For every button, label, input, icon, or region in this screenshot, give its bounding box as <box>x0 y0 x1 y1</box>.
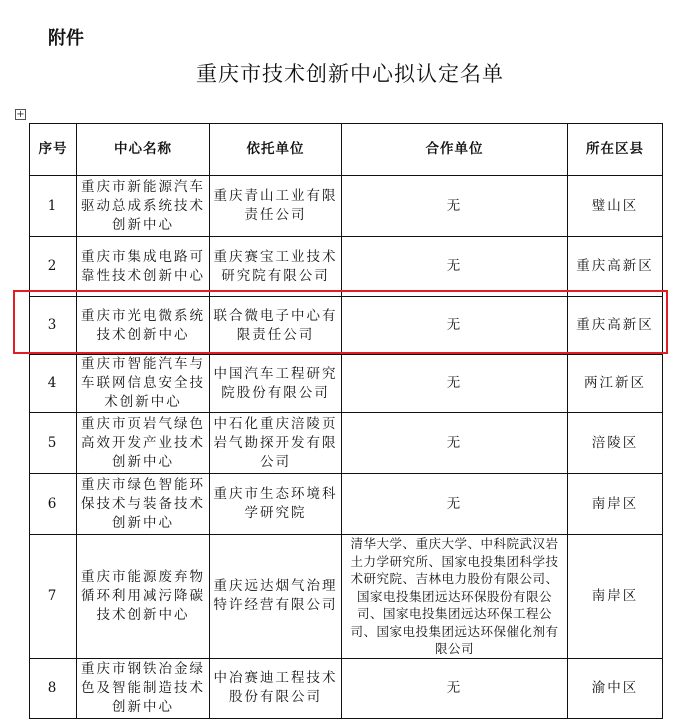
header-host-unit: 依托单位 <box>210 124 342 176</box>
cell-index: 2 <box>30 237 77 297</box>
table-row <box>30 535 663 659</box>
cell-partner-unit: 无 <box>342 297 568 355</box>
cell-partner-unit: 清华大学、重庆大学、中科院武汉岩土力学研究所、国家电投集团科学技术研究院、吉林电力股份有限公司、国家电投集团远达环保股份有限公司、国家电投集团远达环保工程公司、国家电投集团远达环保催化剂有限公司 <box>342 535 568 659</box>
cell-center-name: 重庆市新能源汽车驱动总成系统技术创新中心 <box>77 176 210 237</box>
table-row <box>30 658 663 718</box>
cell-district: 重庆高新区 <box>568 297 663 355</box>
cell-center-name: 重庆市绿色智能环保技术与装备技术创新中心 <box>77 474 210 535</box>
cell-district: 重庆高新区 <box>568 237 663 297</box>
cell-host-unit: 中石化重庆涪陵页岩气勘探开发有限公司 <box>210 413 342 474</box>
cell-partner-unit: 无 <box>342 237 568 297</box>
document-title: 重庆市技术创新中心拟认定名单 <box>196 62 504 86</box>
cell-district: 南岸区 <box>568 474 663 535</box>
table-row <box>30 355 663 413</box>
cell-index: 1 <box>30 176 77 237</box>
cell-host-unit: 重庆市生态环境科学研究院 <box>210 474 342 535</box>
table-header-row <box>30 124 663 176</box>
cell-host-unit: 中冶赛迪工程技术股份有限公司 <box>210 658 342 718</box>
table-move-handle-icon[interactable]: + <box>16 109 25 120</box>
cell-partner-unit: 无 <box>342 474 568 535</box>
cell-district: 渝中区 <box>568 658 663 718</box>
table-row <box>30 474 663 535</box>
header-partner-unit: 合作单位 <box>342 124 568 176</box>
cell-host-unit: 重庆远达烟气治理特许经营有限公司 <box>210 535 342 659</box>
cell-index: 6 <box>30 474 77 535</box>
cell-host-unit: 重庆青山工业有限责任公司 <box>210 176 342 237</box>
cell-partner-unit: 无 <box>342 413 568 474</box>
cell-center-name: 重庆市智能汽车与车联网信息安全技术创新中心 <box>77 355 210 413</box>
cell-center-name: 重庆市页岩气绿色高效开发产业技术创新中心 <box>77 413 210 474</box>
cell-index: 4 <box>30 355 77 413</box>
table-row <box>30 176 663 237</box>
attachment-label: 附件 <box>48 28 84 49</box>
cell-partner-unit: 无 <box>342 176 568 237</box>
header-center-name: 中心名称 <box>77 124 210 176</box>
cell-center-name: 重庆市光电微系统技术创新中心 <box>77 297 210 355</box>
cell-host-unit: 重庆赛宝工业技术研究院有限公司 <box>210 237 342 297</box>
cell-index: 8 <box>30 658 77 718</box>
cell-partner-unit: 无 <box>342 658 568 718</box>
table-row <box>30 237 663 297</box>
cell-index: 5 <box>30 413 77 474</box>
cell-host-unit: 联合微电子中心有限责任公司 <box>210 297 342 355</box>
cell-center-name: 重庆市钢铁冶金绿色及智能制造技术创新中心 <box>77 658 210 718</box>
cell-center-name: 重庆市集成电路可靠性技术创新中心 <box>77 237 210 297</box>
cell-district: 两江新区 <box>568 355 663 413</box>
cell-district: 涪陵区 <box>568 413 663 474</box>
table-row-highlighted <box>30 297 663 355</box>
header-index: 序号 <box>30 124 77 176</box>
cell-center-name: 重庆市能源废弃物循环利用减污降碳技术创新中心 <box>77 535 210 659</box>
center-list-table <box>29 123 663 719</box>
cell-district: 璧山区 <box>568 176 663 237</box>
cell-partner-unit: 无 <box>342 355 568 413</box>
table-row <box>30 413 663 474</box>
cell-index: 7 <box>30 535 77 659</box>
cell-index: 3 <box>30 297 77 355</box>
cell-host-unit: 中国汽车工程研究院股份有限公司 <box>210 355 342 413</box>
cell-district: 南岸区 <box>568 535 663 659</box>
header-district: 所在区县 <box>568 124 663 176</box>
